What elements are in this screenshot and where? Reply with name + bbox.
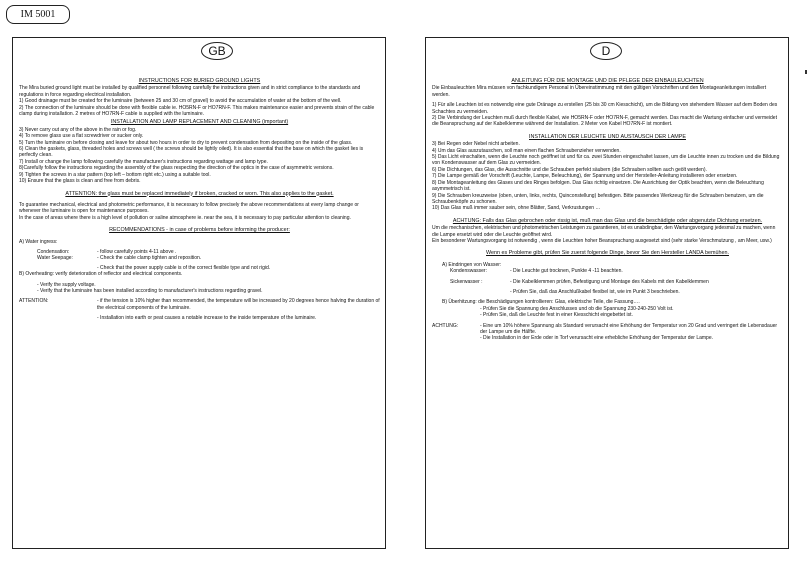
overheating-heading: B) Overheating: verify deterioration of reflector and electrical components. <box>19 271 183 278</box>
kondens-row <box>432 268 783 274</box>
intro-paragraph: The Mira buried ground light must be installed by qualified personnel following carefully the instructions given and in strict compliance to the standards and regulations in force regarding electrical installation. <box>19 85 361 98</box>
german-install-step: 3) Bei Regen oder Nebel nicht arbeiten. <box>432 141 520 148</box>
german-panel <box>425 37 789 549</box>
german-guarantee: Ein besonderer Wartungsvorgang ist notwendig , wenn die Leuchten hoher Beanspruchung ausgesetzt sind (sehr starke Verschmutzung , am Meer, usw.) <box>432 237 772 244</box>
sicker-label: Sickerwasser : <box>450 278 483 285</box>
installation-step: 4) To remove glass use a flat screwdriver or sucker only. <box>19 133 144 140</box>
language-badge-d: D <box>590 42 622 60</box>
installation-step: 5) Turn the luminaire on before closing and leave for about two hours in order to dry to prevent condensation from depositing on the inside of the glass. <box>19 139 353 146</box>
verify-item: - Verify that the luminaire has been installed according to manufacturer's instructions regarding gravel. <box>37 287 263 294</box>
german-attention-row <box>432 323 783 336</box>
english-title: INSTRUCTIONS FOR BURIED GROUND LIGHTS <box>138 78 261 84</box>
language-badge-gb: GB <box>201 42 233 60</box>
attention-label: ATTENTION: <box>19 298 49 305</box>
german-verify: - Prüfen Sie, daß die Leuchte fest in einer Kiesschicht eingebettet ist. <box>480 312 633 319</box>
verify-item: - Verify the supply voltage. <box>37 281 96 288</box>
seepage-text: - Check the cable clamp tighten and reposition. <box>97 255 202 262</box>
german-attention-text: - Eine um 10% höhere Spannung als Standard verursacht eine Erhöhung der Temperatur von 20 Grad und verringert die Lebensdauer der Lampe um die Hälfte. <box>480 322 778 335</box>
sicker-text-2: - Prüfen Sie, daß das Anschlußkabel flexibel ist, wie im Punkt 3 beschrieben. <box>510 288 680 295</box>
intro-step: 2) The connection of the luminaire should be done with flexible cable ie. HO5RN-F or HO7RN-F. This makes maintenance easier and prevents strain of the cable clamp during installation. 2 metres of HO7RN-F cable is supplied with the luminaire. <box>19 104 375 118</box>
edge-mark <box>805 70 807 74</box>
english-body <box>19 76 380 322</box>
condensation-text: - follow carefully points 4-11 above . <box>97 248 177 255</box>
german-install-step: 5) Das Licht einschalten, wenn die Leuchte noch geöffnet ist und für ca. zwei Stunden eingeschaltet lassen, um die Leuchte innen zu trocken und die Bildung von Kondenswasser auf dem Glas zu vermeiden. <box>432 154 780 167</box>
german-step: 1) Für alle Leuchten ist es notwendig eine gute Dränage zu erstellen (25 bis 30 cm Kiesschicht), um die Bildung von stehendem Wasser auf dem Boden des Schachtes zu vermeiden. <box>432 102 778 115</box>
german-intro: Die Einbauleuchten Mira müssen von fachkundigem Personal in Übereinstimmung mit den gültigen Vorschriften und den Montageanleitungen installiert werden. <box>432 85 767 98</box>
german-install-step: 9) Die Schrauben kreuzweise (oben, unten, links, rechts, Quinconstellung) befestigen. Bitte passendes Werkzeug für die Schrauben benutzen, um die Schraubenköpfe zu schonen. <box>432 192 764 205</box>
installation-step: 9) Tighten the screws in a star pattern (top left – bottom right etc.) using a suitable tool. <box>19 171 211 178</box>
sicker-text: - Die Kabelklemmen prüfen, Befestigung und Montage des Kabels mit den Kabelklemmen <box>510 278 709 285</box>
german-title: ANLEITUNG FÜR DIE MONTAGE UND DIE PFLEGE DER EINBAULEUCHTEN <box>511 78 704 84</box>
german-body <box>432 76 783 342</box>
sicker-row <box>432 279 783 285</box>
seepage-row <box>19 255 380 261</box>
installation-step: 10) Ensure that the glass is clean and free from debris. <box>19 178 141 185</box>
german-install-step: 10) Das Glas muß immer sauber sein, ohne Blätter, Sand, Verkrustungen … <box>432 205 601 212</box>
attention-text: - if the tension is 10% higher than recommended, the temperature will be increased by 20 degrees hence halving the duration of the electrical components of the luminaire. <box>97 298 380 311</box>
seepage-label: Water Seepage: <box>37 255 73 262</box>
document-id-tag: IM 5001 <box>6 5 70 24</box>
german-install-step: 7) Die Lampe gemäß der Vorschrift (Leuchte, Lampe, Beleuchtung), der Spannung und der Hersteller-Anleitung installieren oder ersetzen. <box>432 173 738 180</box>
attention-row <box>19 298 380 311</box>
german-step: 2) Die Verbindung der Leuchten muß durch flexible Kabel, wie HO5RN-F oder HO7RN-F, gemacht werden. Das macht die Wartung einfacher und vermeidet die Beanspruchung auf der Kabelklemme während der Installation. 2 Meter von Kabel HO7RN-F ist montiert. <box>432 115 777 128</box>
german-attention-label: ACHTUNG: <box>432 322 459 329</box>
condensation-label: Condensation: <box>37 248 70 255</box>
seepage-text-2: - Check that the power supply cable is of the correct flexible type and not rigid. <box>97 264 271 271</box>
installation-step: 3) Never carry out any of the above in the rain or fog. <box>19 126 137 133</box>
guarantee-paragraph: In the case of areas where there is a high level of pollution or saline atmosphere ie. near the sea, it is necessary to pay particular attention to cleaning. <box>19 214 351 221</box>
installation-step: 7) Install or change the lamp following carefully the manufacturer's instructions regarding wattage and lamp type. <box>19 158 268 165</box>
water-ingress-heading: A) Water ingress: <box>19 238 58 245</box>
german-install-heading: INSTALLATION DER LEUCHTE UND AUSTAUSCH DER LAMPE <box>529 133 686 140</box>
german-install-step: 4) Um das Glas auszutauschen, soll man einen flachen Schraubenzieher verwenden. <box>432 147 621 154</box>
guarantee-paragraph: To guarantee mechanical, electrical and photometric performance, it is necessary to follow precisely the above recommendations at every lamp change or whenever the luminaire is open for maintenance purposes. <box>19 201 359 215</box>
kondens-label: Kondenswasser: <box>450 268 487 275</box>
english-panel <box>12 37 386 549</box>
german-attention-banner: ACHTUNG: Falls das Glas gebrochen oder rissig ist, muß man das Glas und die beschädigte oder abgenutzte Dichtung ersetzen. <box>452 217 763 224</box>
german-problems-heading: Wenn es Probleme gibt, prüfen Sie zuerst folgende Dinge, bevor Sie den Hersteller LANDA bemühen. <box>486 250 729 257</box>
german-water-heading: A) Eindringen von Wasser: <box>442 261 502 268</box>
german-overheating: B) Überhitzung: die Beschädigungen kontrollieren: Glas, elektrische Teile, die Fassung…. <box>442 299 640 306</box>
german-install-step: 6) Die Dichtungen, das Glas, die Ausschnitte und die Schrauben perfekt säubern (die Schrauben sollten auch geölt werden). <box>432 166 707 173</box>
installation-heading: INSTALLATION AND LAMP REPLACEMENT AND CLEANING (important) <box>110 119 289 126</box>
attention-text-2: - Installation into earth or peat causes a notable increase to the inside temperature of the luminaire. <box>97 315 317 322</box>
german-install-step: 8) Die Montageanleitung des Glases und des Ringes befolgen. Das Glas richtig einsetzen. Die Ausrichtung der Optik beachten, wenn die Beleuchtung asymmetrisch ist. <box>432 179 764 193</box>
german-attention-row-2 <box>432 335 783 341</box>
intro-step: 1) Good drainage must be created for the luminaire (between 25 and 30 cm of gravel) to avoid the accumulation of water at the bottom of the well. <box>19 98 342 105</box>
installation-step: 6) Clean the gaskets, glass, threaded holes and screws well ( the screws should be lightly oiled). It is also essential that the base on which the gasket lies is perfectly clean. <box>19 146 364 159</box>
kondens-text: - Die Leuchte gut trocknen, Punkte 4 -11 beachten. <box>510 268 623 275</box>
attention-row-2 <box>19 315 380 321</box>
recommendations-heading: RECOMMENDATIONS - in case of problems before informing the producer: <box>109 227 290 234</box>
german-verify: - Prüfen Sie die Spannung des Anschlusses und ob die Spannung 230-240-250 Volt ist. <box>480 305 674 312</box>
installation-step: 8)Carefully follow the instructions regarding the assembly of the glass respecting the direction of the optics in the case of asymmetric versions. <box>19 165 334 172</box>
attention-banner: ATTENTION: the glass must be replaced immediately if broken, cracked or worn. This also applies to the gasket. <box>65 190 334 197</box>
german-attention-text-2: - Die Installation in der Erde oder in Torf verursacht eine erhebliche Erhöhung der Temperatur der Lampe. <box>480 335 714 342</box>
german-guarantee: Um die mechanischen, elektrischen und photometrischen Leistungen zu garantieren, ist es unabdingbar, den Wartungsvorgang jedesmal zu machen, wenn die Lampe ersetzt wird oder die Leuchte geöffnet wird. <box>432 225 776 238</box>
